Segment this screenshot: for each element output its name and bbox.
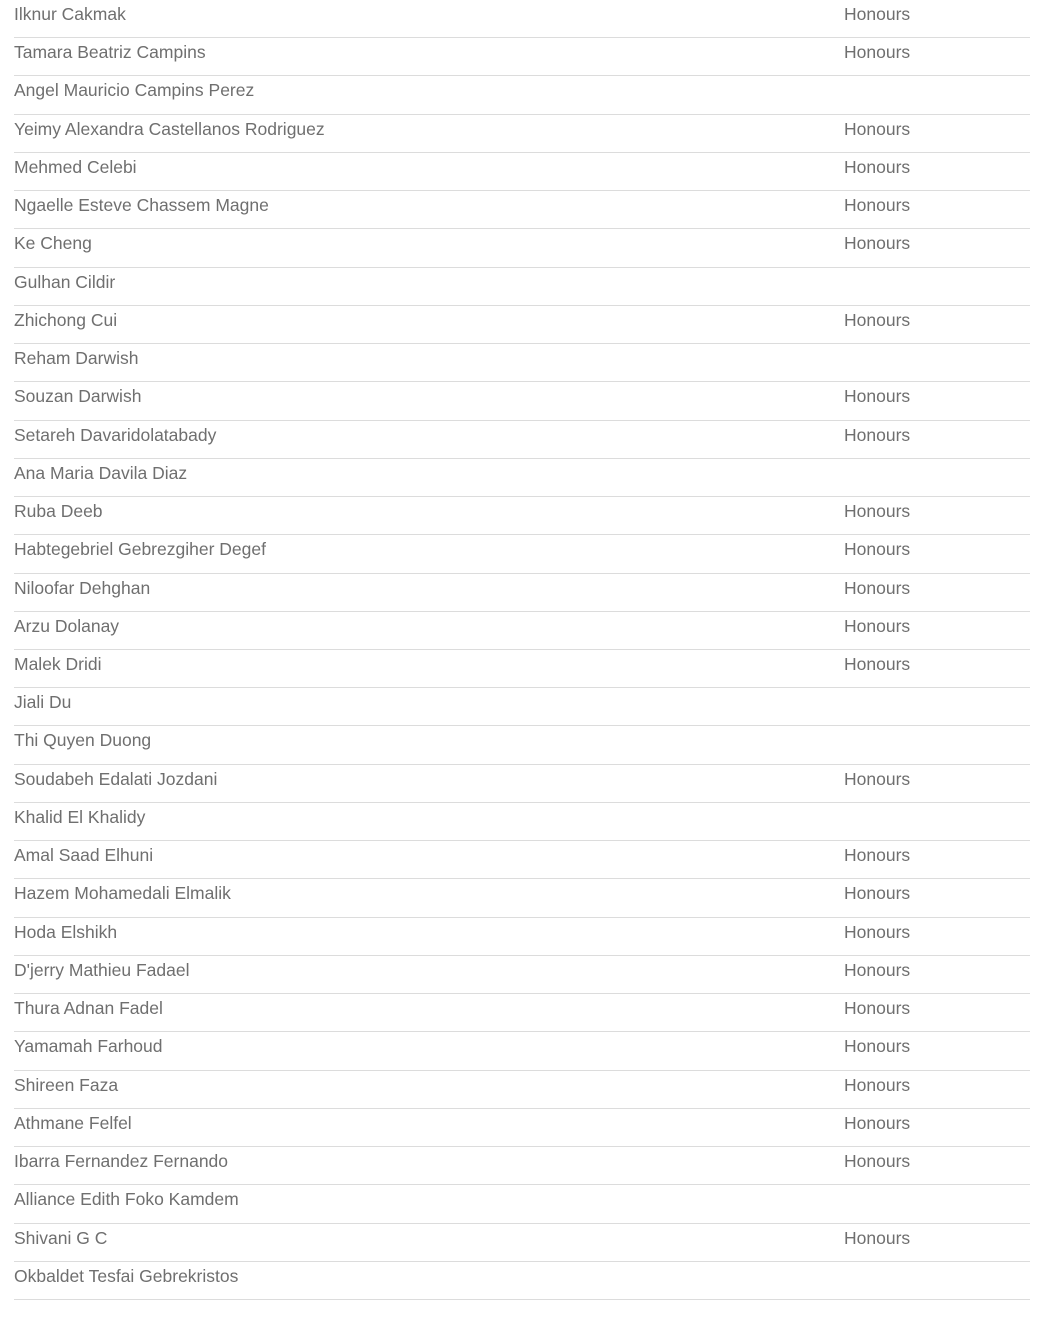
honours-label: Honours <box>844 577 911 598</box>
graduate-name: D'jerry Mathieu Fadael <box>14 959 190 980</box>
graduate-name: Ibarra Fernandez Fernando <box>14 1151 229 1172</box>
graduate-name: Mehmed Celebi <box>14 156 137 177</box>
table-row <box>14 382 1030 420</box>
honours-label: Honours <box>844 998 911 1019</box>
table-row <box>14 344 1030 382</box>
honours-label: Honours <box>844 42 911 63</box>
honours-label: Honours <box>844 386 911 407</box>
honours-label: Honours <box>844 195 911 216</box>
table-row <box>14 1109 1030 1147</box>
graduate-name: Ilknur Cakmak <box>14 4 126 24</box>
table-row <box>14 918 1030 956</box>
honours-label: Honours <box>844 1036 911 1057</box>
table-row <box>14 38 1030 76</box>
honours-label: Honours <box>844 959 911 980</box>
graduate-name: Reham Darwish <box>14 348 139 369</box>
graduate-name: Yeimy Alexandra Castellanos Rodriguez <box>14 118 325 139</box>
table-row <box>14 1224 1030 1262</box>
table-row <box>14 535 1030 573</box>
table-row <box>14 1147 1030 1185</box>
table-row <box>14 76 1030 114</box>
graduate-name: Tamara Beatriz Campins <box>14 42 206 63</box>
graduate-name: Ana Maria Davila Diaz <box>14 462 188 483</box>
honours-label: Honours <box>844 653 911 674</box>
graduate-name: Habtegebriel Gebrezgiher Degef <box>14 539 266 560</box>
table-row <box>14 803 1030 841</box>
honours-label: Honours <box>844 845 911 866</box>
graduate-name: Athmane Felfel <box>14 1112 132 1133</box>
graduate-name: Ruba Deeb <box>14 501 103 522</box>
honours-label: Honours <box>844 1074 911 1095</box>
table-row <box>14 229 1030 267</box>
table-row <box>14 421 1030 459</box>
table-row <box>14 879 1030 917</box>
table-row <box>14 1185 1030 1223</box>
graduate-name: Okbaldet Tesfai Gebrekristos <box>14 1265 239 1286</box>
graduate-name: Souzan Darwish <box>14 386 142 407</box>
graduate-name: Yamamah Farhoud <box>14 1036 163 1057</box>
graduate-name: Niloofar Dehghan <box>14 577 151 598</box>
table-row <box>14 459 1030 497</box>
graduate-name: Khalid El Khalidy <box>14 806 146 827</box>
table-row <box>14 841 1030 879</box>
graduate-name: Ke Cheng <box>14 233 92 254</box>
table-row <box>14 726 1030 764</box>
table-row <box>14 115 1030 153</box>
honours-label: Honours <box>844 501 911 522</box>
graduate-name: Hoda Elshikh <box>14 921 118 942</box>
graduate-name: Hazem Mohamedali Elmalik <box>14 883 231 904</box>
honours-label: Honours <box>844 615 911 636</box>
table-row <box>14 688 1030 726</box>
table-row <box>14 497 1030 535</box>
honours-label: Honours <box>844 233 911 254</box>
honours-label: Honours <box>844 768 911 789</box>
table-row <box>14 268 1030 306</box>
honours-label: Honours <box>844 4 911 24</box>
table-row <box>14 1262 1030 1300</box>
honours-label: Honours <box>844 156 911 177</box>
graduate-name: Gulhan Cildir <box>14 271 116 292</box>
graduate-name: Setareh Davaridolatabady <box>14 424 217 445</box>
graduate-name: Ngaelle Esteve Chassem Magne <box>14 195 269 216</box>
graduate-name: Zhichong Cui <box>14 309 118 330</box>
table-row <box>14 191 1030 229</box>
honours-label: Honours <box>844 1227 911 1248</box>
table-row <box>14 612 1030 650</box>
graduate-name: Thura Adnan Fadel <box>14 998 163 1019</box>
table-row <box>14 650 1030 688</box>
graduate-name: Thi Quyen Duong <box>14 730 152 751</box>
honours-label: Honours <box>844 539 911 560</box>
table-row <box>14 956 1030 994</box>
table-row <box>14 994 1030 1032</box>
graduate-name: Shireen Faza <box>14 1074 119 1095</box>
graduates-table <box>14 0 1030 1300</box>
honours-label: Honours <box>844 1112 911 1133</box>
graduate-name: Malek Dridi <box>14 653 102 674</box>
graduate-name: Arzu Dolanay <box>14 615 120 636</box>
graduate-name: Jiali Du <box>14 692 72 713</box>
graduate-name: Amal Saad Elhuni <box>14 845 154 866</box>
table-row <box>14 0 1030 38</box>
honours-label: Honours <box>844 424 911 445</box>
table-row <box>14 574 1030 612</box>
honours-label: Honours <box>844 883 911 904</box>
table-row <box>14 1032 1030 1070</box>
table-row <box>14 1071 1030 1109</box>
table-row <box>14 306 1030 344</box>
honours-label: Honours <box>844 118 911 139</box>
table-row <box>14 765 1030 803</box>
honours-label: Honours <box>844 921 911 942</box>
honours-label: Honours <box>844 309 911 330</box>
table-row <box>14 153 1030 191</box>
honours-label: Honours <box>844 1151 911 1172</box>
graduate-name: Shivani G C <box>14 1227 108 1248</box>
graduate-name: Angel Mauricio Campins Perez <box>14 80 255 101</box>
graduate-name: Soudabeh Edalati Jozdani <box>14 768 218 789</box>
graduate-name: Alliance Edith Foko Kamdem <box>14 1189 239 1210</box>
